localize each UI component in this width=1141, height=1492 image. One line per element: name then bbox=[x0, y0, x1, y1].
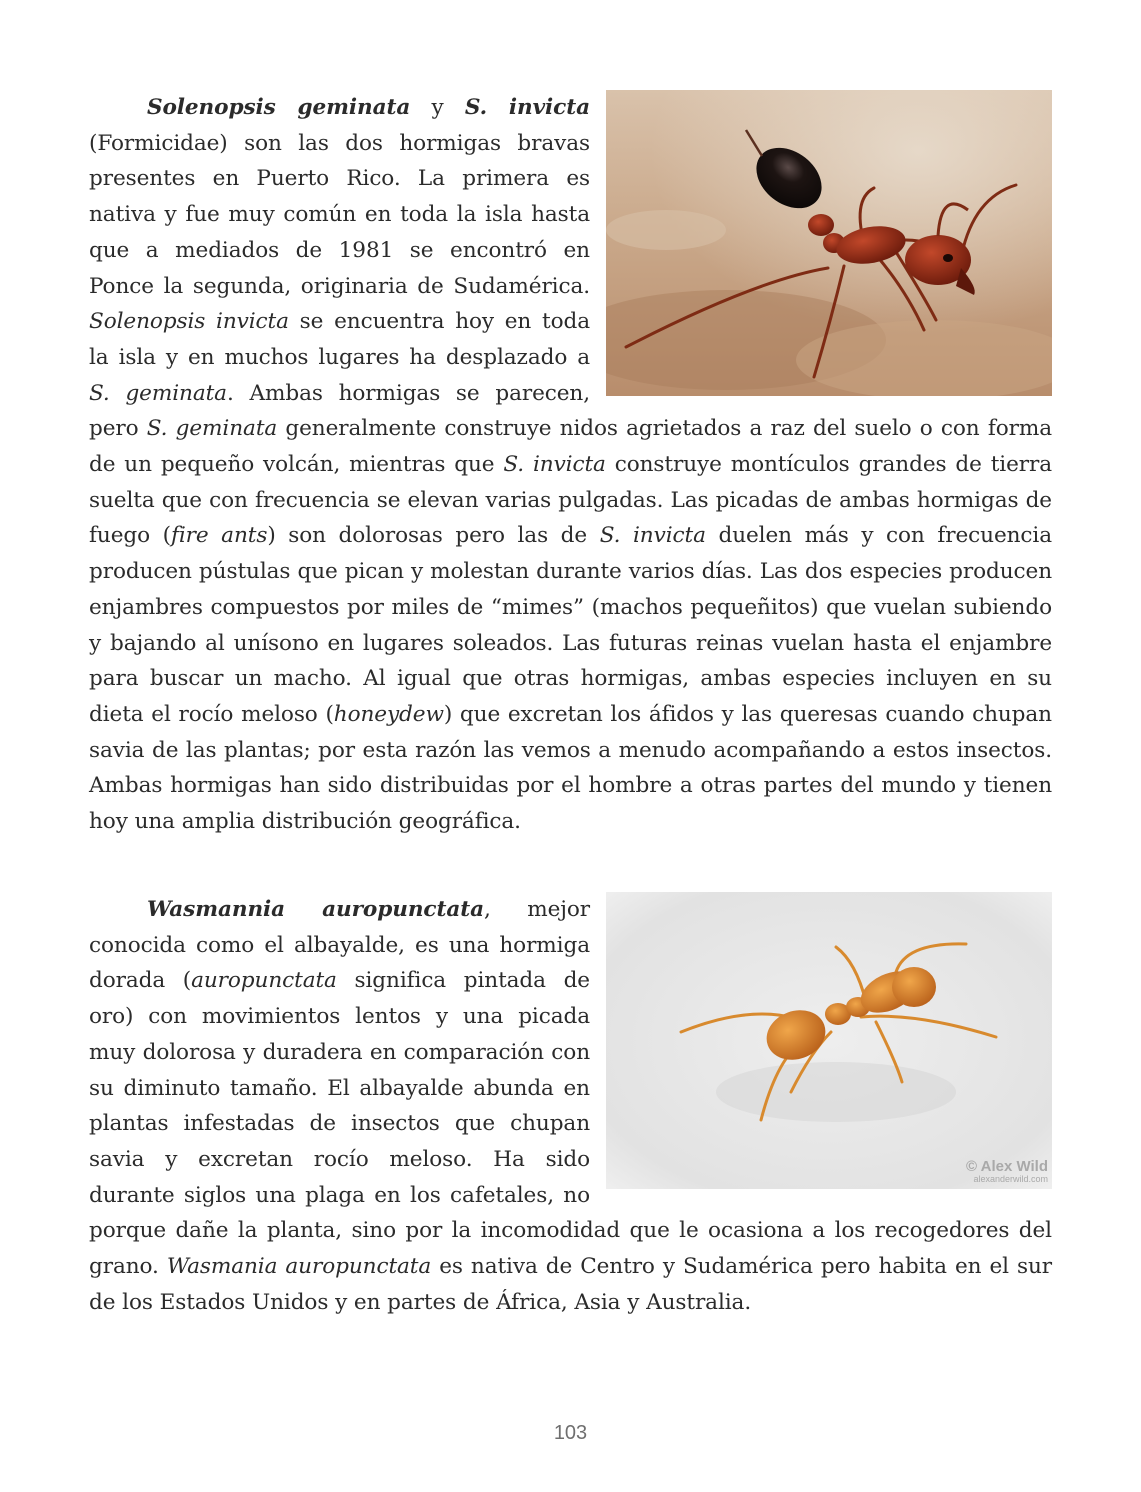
text-run: . Ambas hormigas se parecen, pero bbox=[89, 380, 590, 442]
species-wasmannia-auropunctata: Wasmannia auropunctata bbox=[147, 897, 485, 922]
text-run: construye montículos grandes de tierra suelta que con frecuencia se elevan varias pulgadas. Las picadas de ambas hormigas de fuego ( bbox=[89, 452, 1052, 549]
text-run: y bbox=[410, 95, 465, 120]
fire-ant-illustration bbox=[606, 90, 1052, 396]
photo-credit-name: © Alex Wild bbox=[965, 1158, 1048, 1175]
text-run: ) que excretan los áfidos y las queresas cuando chupan savia de las plantas; por esta razón las vemos a menudo acompañando a estos insectos. Ambas hormigas han sido distribuidas por el hombre a otras partes del mundo y tienen hoy una amplia distribución geográfica. bbox=[89, 701, 1052, 835]
italic-term: S. geminata bbox=[146, 416, 278, 442]
photo-credit bbox=[966, 1159, 1048, 1184]
text-run: se encuentra hoy en toda la isla y en muchos lugares ha desplazado a bbox=[89, 309, 590, 370]
fire-ant-photo bbox=[606, 90, 1052, 396]
italic-term: fire ants bbox=[170, 523, 268, 549]
italic-term: S. geminata bbox=[89, 380, 227, 406]
text-run: es nativa de Centro y Sudamérica pero habita en el sur de los Estados Unidos y en partes de África, Asia y Australia. bbox=[89, 1254, 1053, 1315]
text-run: ) son dolorosas pero las de bbox=[267, 523, 600, 549]
italic-term: auropunctata bbox=[191, 968, 337, 994]
italic-term: honeydew bbox=[333, 701, 444, 727]
species-solenopsis-geminata: Solenopsis geminata bbox=[147, 95, 411, 120]
golden-ant-illustration bbox=[606, 892, 1052, 1189]
photo-credit-url: alexanderwild.com bbox=[973, 1174, 1048, 1184]
italic-term: S. invicta bbox=[599, 523, 706, 549]
italic-term: S. invicta bbox=[503, 452, 606, 478]
italic-term: Solenopsis invicta bbox=[89, 309, 289, 335]
species-solenopsis-invicta: S. invicta bbox=[464, 95, 590, 120]
text-run: (Formicidae) son las dos hormigas bravas presentes en Puerto Rico. La primera es nativa y fue muy común en toda la isla hasta que a mediados de 1981 se encontró en Ponce la segunda, originaria de Sudamérica. bbox=[89, 130, 590, 299]
page-number: 103 bbox=[553, 1422, 588, 1444]
text-run: significa pintada de oro) con movimientos lentos y una picada muy dolorosa y duradera en comparación con su diminuto tamaño. El albayalde abunda en plantas infestadas de insectos que chupan savia y excretan rocío meloso. Ha sido durante siglos una plaga en los cafetales, no porque dañe la planta, sino por la incomodidad que le ocasiona a los recogedores del grano. bbox=[89, 968, 1052, 1280]
italic-term: Wasmania auropunctata bbox=[166, 1254, 432, 1280]
section-albayalde bbox=[89, 892, 1052, 1320]
text-run: generalmente construye nidos agrietados a raz del suelo o con forma de un pequeño volcán, mientras que bbox=[89, 416, 1052, 478]
golden-ant-photo bbox=[606, 892, 1052, 1189]
text-run: duelen más y con frecuencia producen pústulas que pican y molestan durante varios días. Las dos especies producen enjambres compuestos por miles de “mimes” (machos pequeñitos) que vuelan subiendo y bajando al unísono en lugares soleados. Las futuras reinas vuelan hasta el enjambre para buscar un macho. Al igual que otras hormigas, ambas especies incluyen en su dieta el rocío meloso ( bbox=[89, 523, 1053, 727]
text-run: , mejor conocida como el albayalde, es una hormiga dorada ( bbox=[89, 897, 590, 994]
section-fire-ants bbox=[89, 90, 1052, 840]
